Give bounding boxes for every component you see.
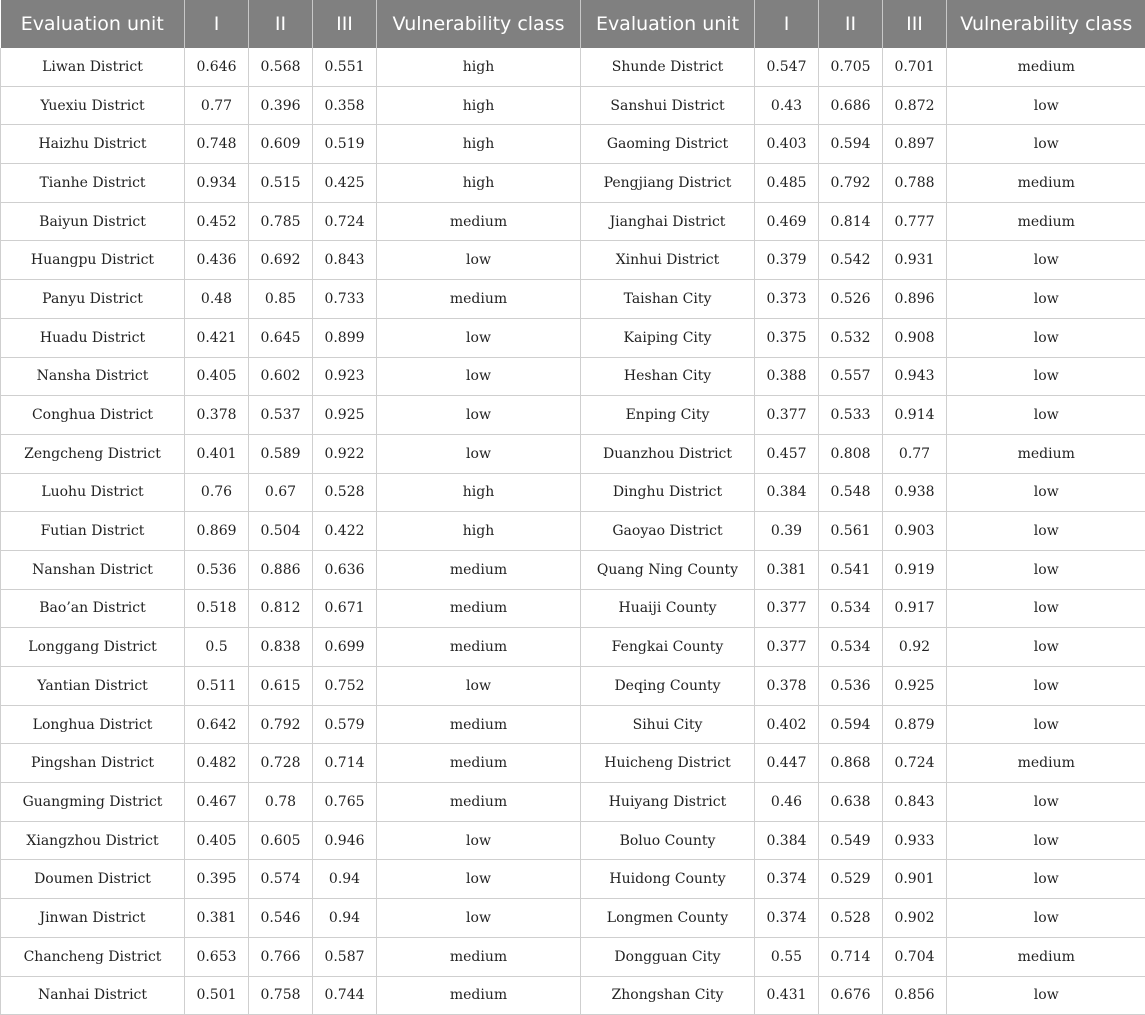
cell-evaluation-unit: Jianghai District [581,202,755,241]
cell-vulnerability-class: medium [947,48,1145,86]
cell-evaluation-unit: Xinhui District [581,241,755,280]
table-row [1,202,1145,241]
cell-vulnerability-class: medium [377,550,581,589]
cell-evaluation-unit: Longgang District [1,628,185,667]
cell-evaluation-unit: Nanshan District [1,550,185,589]
table-row [1,48,1145,86]
cell-iii: 0.699 [313,628,377,667]
cell-evaluation-unit: Sihui City [581,705,755,744]
cell-i: 0.467 [185,783,249,822]
cell-i: 0.46 [755,783,819,822]
cell-evaluation-unit: Longmen County [581,899,755,938]
header-iii-2: III [883,0,947,48]
cell-iii: 0.724 [313,202,377,241]
cell-vulnerability-class: low [377,318,581,357]
cell-vulnerability-class: low [947,976,1145,1015]
cell-iii: 0.744 [313,976,377,1015]
cell-vulnerability-class: low [377,821,581,860]
cell-ii: 0.574 [249,860,313,899]
cell-iii: 0.587 [313,937,377,976]
cell-ii: 0.515 [249,164,313,203]
cell-i: 0.48 [185,280,249,319]
cell-i: 0.436 [185,241,249,280]
cell-iii: 0.425 [313,164,377,203]
cell-ii: 0.676 [819,976,883,1015]
cell-vulnerability-class: high [377,164,581,203]
cell-ii: 0.546 [249,899,313,938]
cell-evaluation-unit: Huaiji County [581,589,755,628]
cell-i: 0.452 [185,202,249,241]
cell-vulnerability-class: low [947,512,1145,551]
cell-evaluation-unit: Duanzhou District [581,434,755,473]
cell-i: 0.381 [185,899,249,938]
cell-ii: 0.529 [819,860,883,899]
table-row [1,821,1145,860]
cell-ii: 0.542 [819,241,883,280]
cell-iii: 0.519 [313,125,377,164]
cell-evaluation-unit: Baiyun District [1,202,185,241]
cell-i: 0.653 [185,937,249,976]
cell-vulnerability-class: low [377,357,581,396]
cell-ii: 0.792 [249,705,313,744]
cell-iii: 0.946 [313,821,377,860]
cell-evaluation-unit: Taishan City [581,280,755,319]
cell-iii: 0.914 [883,396,947,435]
table-row [1,318,1145,357]
cell-iii: 0.897 [883,125,947,164]
cell-ii: 0.528 [819,899,883,938]
cell-i: 0.431 [755,976,819,1015]
cell-iii: 0.94 [313,899,377,938]
table-row [1,667,1145,706]
cell-ii: 0.594 [819,705,883,744]
header-ii-2: II [819,0,883,48]
cell-i: 0.511 [185,667,249,706]
cell-vulnerability-class: high [377,512,581,551]
cell-vulnerability-class: low [947,899,1145,938]
cell-i: 0.388 [755,357,819,396]
table-row [1,357,1145,396]
cell-iii: 0.636 [313,550,377,589]
cell-i: 0.402 [755,705,819,744]
cell-evaluation-unit: Huiyang District [581,783,755,822]
cell-vulnerability-class: low [377,396,581,435]
cell-iii: 0.925 [313,396,377,435]
cell-i: 0.485 [755,164,819,203]
cell-iii: 0.77 [883,434,947,473]
cell-evaluation-unit: Boluo County [581,821,755,860]
cell-ii: 0.692 [249,241,313,280]
cell-vulnerability-class: medium [377,280,581,319]
cell-iii: 0.938 [883,473,947,512]
cell-vulnerability-class: low [947,783,1145,822]
cell-vulnerability-class: medium [947,937,1145,976]
cell-i: 0.5 [185,628,249,667]
cell-i: 0.373 [755,280,819,319]
cell-vulnerability-class: low [947,821,1145,860]
cell-vulnerability-class: medium [377,589,581,628]
cell-evaluation-unit: Nanhai District [1,976,185,1015]
cell-evaluation-unit: Huadu District [1,318,185,357]
cell-evaluation-unit: Yuexiu District [1,86,185,125]
cell-ii: 0.536 [819,667,883,706]
table-row [1,512,1145,551]
cell-vulnerability-class: low [377,899,581,938]
cell-vulnerability-class: low [947,860,1145,899]
cell-vulnerability-class: low [377,667,581,706]
cell-i: 0.377 [755,628,819,667]
cell-ii: 0.808 [819,434,883,473]
table-row [1,783,1145,822]
cell-i: 0.377 [755,396,819,435]
cell-i: 0.405 [185,357,249,396]
cell-i: 0.469 [755,202,819,241]
cell-vulnerability-class: low [947,241,1145,280]
cell-iii: 0.896 [883,280,947,319]
cell-vulnerability-class: low [947,396,1145,435]
cell-evaluation-unit: Liwan District [1,48,185,86]
cell-iii: 0.714 [313,744,377,783]
cell-vulnerability-class: low [947,318,1145,357]
cell-vulnerability-class: low [947,280,1145,319]
cell-vulnerability-class: medium [377,628,581,667]
cell-i: 0.39 [755,512,819,551]
cell-iii: 0.358 [313,86,377,125]
cell-iii: 0.765 [313,783,377,822]
header-evaluation-unit: Evaluation unit [1,0,185,48]
cell-vulnerability-class: medium [377,705,581,744]
cell-vulnerability-class: medium [947,164,1145,203]
cell-ii: 0.605 [249,821,313,860]
cell-vulnerability-class: low [947,667,1145,706]
cell-ii: 0.645 [249,318,313,357]
header-row [1,0,1145,48]
cell-vulnerability-class: low [947,589,1145,628]
cell-i: 0.401 [185,434,249,473]
cell-evaluation-unit: Luohu District [1,473,185,512]
cell-vulnerability-class: medium [947,202,1145,241]
cell-iii: 0.901 [883,860,947,899]
cell-ii: 0.548 [819,473,883,512]
cell-evaluation-unit: Shunde District [581,48,755,86]
cell-i: 0.501 [185,976,249,1015]
cell-iii: 0.923 [313,357,377,396]
cell-evaluation-unit: Pengjiang District [581,164,755,203]
cell-iii: 0.902 [883,899,947,938]
table-row [1,396,1145,435]
cell-i: 0.869 [185,512,249,551]
cell-i: 0.375 [755,318,819,357]
cell-evaluation-unit: Jinwan District [1,899,185,938]
table-row [1,280,1145,319]
cell-i: 0.642 [185,705,249,744]
table-row [1,241,1145,280]
cell-ii: 0.589 [249,434,313,473]
cell-evaluation-unit: Zhongshan City [581,976,755,1015]
cell-i: 0.482 [185,744,249,783]
cell-iii: 0.922 [313,434,377,473]
table-row [1,164,1145,203]
cell-evaluation-unit: Fengkai County [581,628,755,667]
cell-ii: 0.686 [819,86,883,125]
cell-vulnerability-class: low [947,357,1145,396]
cell-iii: 0.733 [313,280,377,319]
cell-i: 0.374 [755,899,819,938]
cell-i: 0.379 [755,241,819,280]
cell-ii: 0.534 [819,628,883,667]
cell-i: 0.384 [755,821,819,860]
cell-ii: 0.532 [819,318,883,357]
cell-iii: 0.903 [883,512,947,551]
table-row [1,473,1145,512]
cell-ii: 0.886 [249,550,313,589]
cell-evaluation-unit: Huangpu District [1,241,185,280]
cell-i: 0.518 [185,589,249,628]
table-row [1,86,1145,125]
cell-evaluation-unit: Quang Ning County [581,550,755,589]
cell-ii: 0.609 [249,125,313,164]
cell-iii: 0.528 [313,473,377,512]
cell-ii: 0.561 [819,512,883,551]
cell-ii: 0.792 [819,164,883,203]
cell-vulnerability-class: medium [377,783,581,822]
cell-ii: 0.728 [249,744,313,783]
cell-evaluation-unit: Nansha District [1,357,185,396]
cell-i: 0.403 [755,125,819,164]
cell-iii: 0.917 [883,589,947,628]
cell-vulnerability-class: low [947,705,1145,744]
cell-ii: 0.868 [819,744,883,783]
cell-evaluation-unit: Gaoyao District [581,512,755,551]
cell-evaluation-unit: Pingshan District [1,744,185,783]
cell-vulnerability-class: high [377,48,581,86]
cell-vulnerability-class: medium [377,976,581,1015]
cell-evaluation-unit: Chancheng District [1,937,185,976]
cell-ii: 0.557 [819,357,883,396]
cell-evaluation-unit: Conghua District [1,396,185,435]
cell-evaluation-unit: Guangming District [1,783,185,822]
cell-ii: 0.504 [249,512,313,551]
cell-i: 0.76 [185,473,249,512]
cell-iii: 0.752 [313,667,377,706]
cell-i: 0.43 [755,86,819,125]
cell-vulnerability-class: medium [377,937,581,976]
table-row [1,628,1145,667]
header-ii: II [249,0,313,48]
cell-iii: 0.931 [883,241,947,280]
cell-i: 0.378 [755,667,819,706]
cell-evaluation-unit: Haizhu District [1,125,185,164]
cell-evaluation-unit: Tianhe District [1,164,185,203]
cell-evaluation-unit: Sanshui District [581,86,755,125]
cell-ii: 0.541 [819,550,883,589]
cell-iii: 0.879 [883,705,947,744]
cell-iii: 0.843 [883,783,947,822]
cell-iii: 0.724 [883,744,947,783]
table-row [1,744,1145,783]
cell-vulnerability-class: low [377,860,581,899]
cell-vulnerability-class: high [377,473,581,512]
table-row [1,976,1145,1015]
cell-iii: 0.933 [883,821,947,860]
table-row [1,550,1145,589]
cell-i: 0.374 [755,860,819,899]
cell-ii: 0.533 [819,396,883,435]
cell-vulnerability-class: low [947,628,1145,667]
cell-ii: 0.758 [249,976,313,1015]
header-evaluation-unit-2: Evaluation unit [581,0,755,48]
cell-evaluation-unit: Gaoming District [581,125,755,164]
cell-evaluation-unit: Longhua District [1,705,185,744]
cell-vulnerability-class: medium [947,434,1145,473]
cell-ii: 0.838 [249,628,313,667]
cell-i: 0.381 [755,550,819,589]
cell-i: 0.934 [185,164,249,203]
cell-ii: 0.534 [819,589,883,628]
cell-vulnerability-class: low [947,125,1145,164]
cell-i: 0.377 [755,589,819,628]
cell-i: 0.384 [755,473,819,512]
cell-evaluation-unit: Deqing County [581,667,755,706]
cell-i: 0.405 [185,821,249,860]
cell-ii: 0.785 [249,202,313,241]
cell-evaluation-unit: Yantian District [1,667,185,706]
cell-iii: 0.788 [883,164,947,203]
cell-vulnerability-class: high [377,125,581,164]
cell-evaluation-unit: Xiangzhou District [1,821,185,860]
cell-ii: 0.526 [819,280,883,319]
cell-vulnerability-class: medium [377,744,581,783]
cell-iii: 0.872 [883,86,947,125]
table-row [1,589,1145,628]
cell-i: 0.536 [185,550,249,589]
cell-iii: 0.671 [313,589,377,628]
cell-iii: 0.422 [313,512,377,551]
cell-evaluation-unit: Kaiping City [581,318,755,357]
cell-evaluation-unit: Enping City [581,396,755,435]
table-row [1,899,1145,938]
header-vulnerability-class-2: Vulnerability class [947,0,1145,48]
cell-i: 0.447 [755,744,819,783]
cell-ii: 0.714 [819,937,883,976]
cell-ii: 0.67 [249,473,313,512]
table-row [1,860,1145,899]
cell-vulnerability-class: low [947,550,1145,589]
cell-i: 0.457 [755,434,819,473]
cell-iii: 0.943 [883,357,947,396]
cell-vulnerability-class: low [377,434,581,473]
cell-ii: 0.638 [819,783,883,822]
cell-evaluation-unit: Dongguan City [581,937,755,976]
cell-i: 0.55 [755,937,819,976]
cell-vulnerability-class: low [947,473,1145,512]
cell-iii: 0.551 [313,48,377,86]
cell-i: 0.77 [185,86,249,125]
cell-iii: 0.919 [883,550,947,589]
cell-ii: 0.812 [249,589,313,628]
header-i-2: I [755,0,819,48]
cell-ii: 0.85 [249,280,313,319]
table-body [1,48,1145,1015]
table-row [1,705,1145,744]
cell-iii: 0.92 [883,628,947,667]
cell-vulnerability-class: low [947,86,1145,125]
cell-i: 0.421 [185,318,249,357]
cell-iii: 0.94 [313,860,377,899]
cell-evaluation-unit: Zengcheng District [1,434,185,473]
cell-i: 0.748 [185,125,249,164]
cell-iii: 0.704 [883,937,947,976]
cell-iii: 0.579 [313,705,377,744]
header-vulnerability-class: Vulnerability class [377,0,581,48]
cell-evaluation-unit: Panyu District [1,280,185,319]
cell-evaluation-unit: Dinghu District [581,473,755,512]
header-iii: III [313,0,377,48]
cell-iii: 0.925 [883,667,947,706]
cell-iii: 0.899 [313,318,377,357]
cell-evaluation-unit: Futian District [1,512,185,551]
cell-ii: 0.615 [249,667,313,706]
cell-iii: 0.908 [883,318,947,357]
cell-ii: 0.594 [819,125,883,164]
cell-evaluation-unit: Doumen District [1,860,185,899]
cell-vulnerability-class: medium [377,202,581,241]
cell-ii: 0.568 [249,48,313,86]
cell-evaluation-unit: Bao’an District [1,589,185,628]
cell-iii: 0.777 [883,202,947,241]
cell-ii: 0.602 [249,357,313,396]
cell-vulnerability-class: low [377,241,581,280]
cell-vulnerability-class: medium [947,744,1145,783]
cell-ii: 0.705 [819,48,883,86]
cell-ii: 0.766 [249,937,313,976]
cell-ii: 0.814 [819,202,883,241]
cell-i: 0.378 [185,396,249,435]
cell-iii: 0.856 [883,976,947,1015]
cell-evaluation-unit: Huicheng District [581,744,755,783]
cell-vulnerability-class: high [377,86,581,125]
cell-evaluation-unit: Huidong County [581,860,755,899]
cell-evaluation-unit: Heshan City [581,357,755,396]
cell-i: 0.547 [755,48,819,86]
cell-ii: 0.537 [249,396,313,435]
header-i: I [185,0,249,48]
cell-iii: 0.701 [883,48,947,86]
cell-iii: 0.843 [313,241,377,280]
table-row [1,937,1145,976]
cell-i: 0.395 [185,860,249,899]
cell-ii: 0.78 [249,783,313,822]
table-row [1,125,1145,164]
cell-ii: 0.549 [819,821,883,860]
table-row [1,434,1145,473]
cell-ii: 0.396 [249,86,313,125]
cell-i: 0.646 [185,48,249,86]
